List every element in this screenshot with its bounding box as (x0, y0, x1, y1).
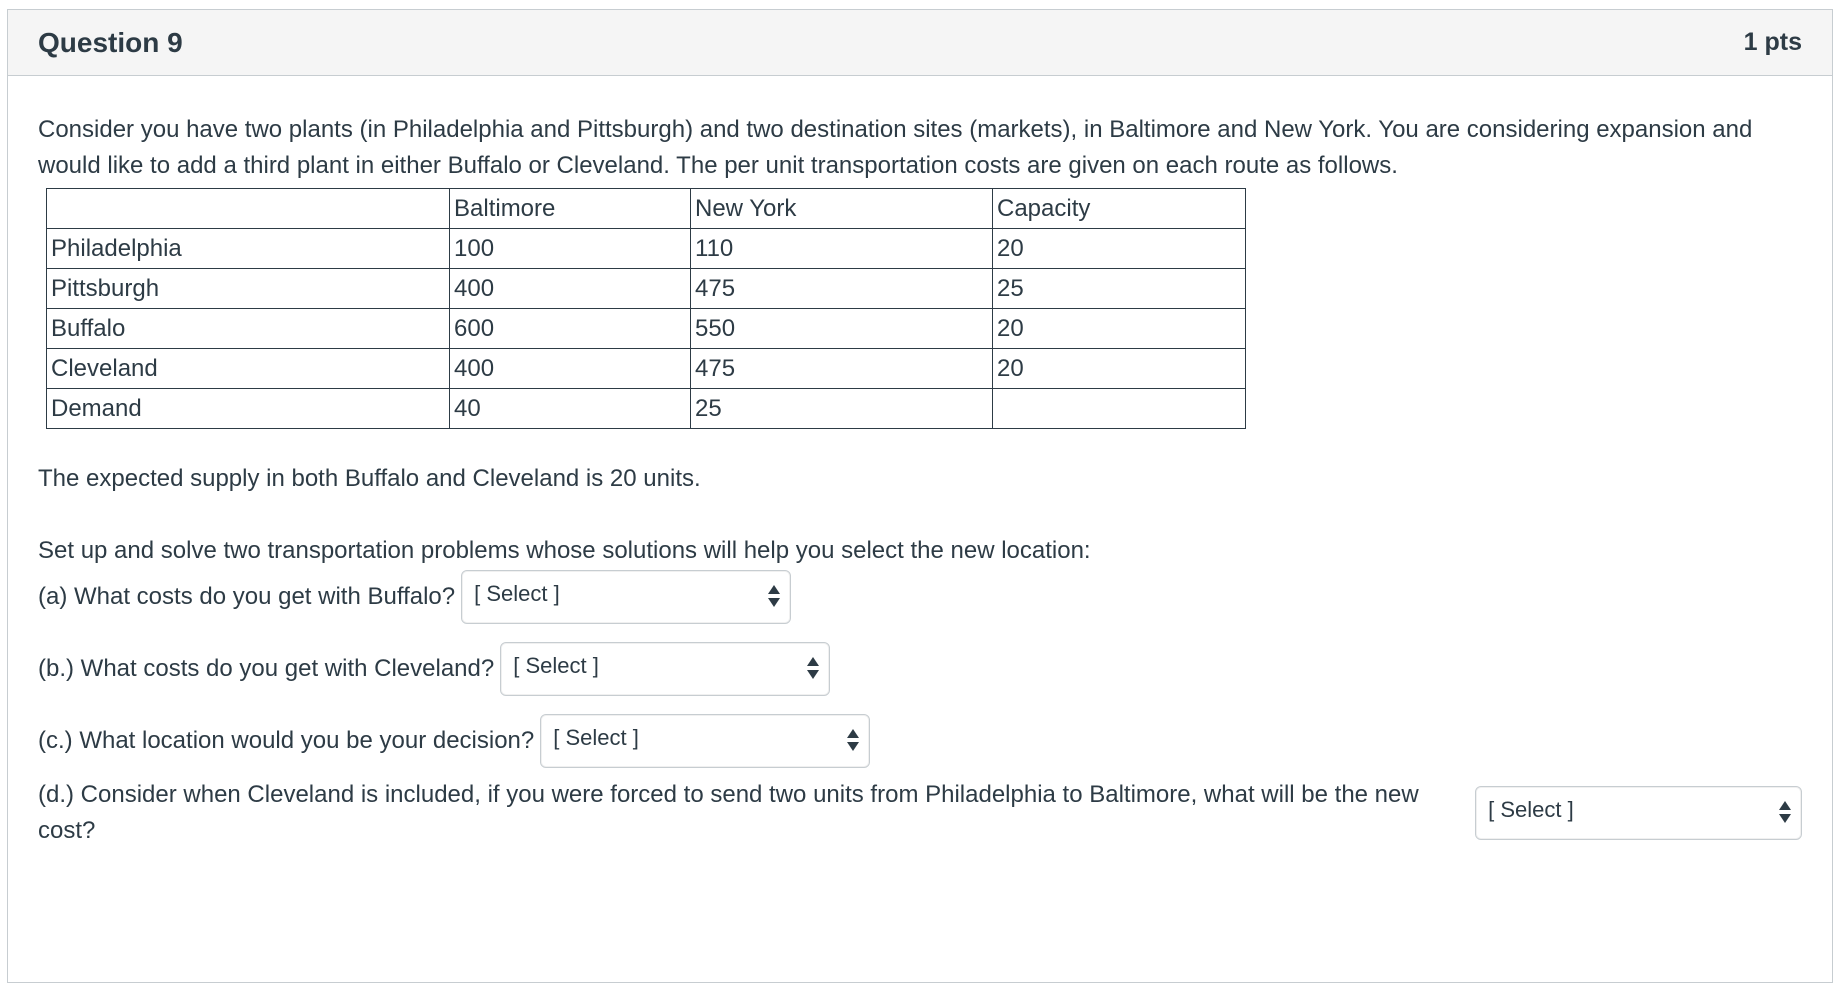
table-cell: 25 (691, 389, 993, 429)
setup-text: Set up and solve two transportation problems whose solutions will help you select the new location: (38, 537, 1091, 564)
table-cell: Pittsburgh (47, 269, 450, 309)
table-cell: Philadelphia (47, 229, 450, 269)
table-cell: 400 (450, 349, 691, 389)
table-cell: 475 (691, 349, 993, 389)
question-label-a: (a) What costs do you get with Buffalo? (38, 583, 456, 610)
question-intro: Consider you have two plants (in Philadelphia and Pittsburgh) and two destination sites (markets), in Baltimore and New York. You are considering expansion and would like to add a third plant in either Buffalo or Cleveland. The per unit transportation costs are given on each route as follows. (38, 116, 1753, 179)
table-cell: Buffalo (47, 309, 450, 349)
table-cell (993, 389, 1246, 429)
question-label-c: (c.) What location would you be your decision? (38, 727, 535, 754)
question-label-d: (d.) Consider when Cleveland is included, if you were forced to send two units from Philadelphia to Baltimore, what will be the new cost? (38, 781, 1419, 844)
table-row (47, 229, 1246, 269)
question-row-b (38, 641, 1802, 697)
table-header-row (47, 189, 1246, 229)
table-row (47, 389, 1246, 429)
table-cell: 475 (691, 269, 993, 309)
table-cell: 20 (993, 309, 1246, 349)
select-value: [ Select ] (553, 725, 639, 750)
question-card (7, 9, 1833, 983)
select-arrows-icon (847, 726, 859, 756)
table-cell (47, 189, 450, 229)
select-value: [ Select ] (474, 581, 560, 606)
table-cell: 550 (691, 309, 993, 349)
table-cell: 400 (450, 269, 691, 309)
table-cell: Cleveland (47, 349, 450, 389)
supply-text: The expected supply in both Buffalo and Cleveland is 20 units. (38, 465, 701, 492)
question-label-b: (b.) What costs do you get with Cleveland? (38, 655, 495, 682)
question-points: 1 pts (1743, 28, 1802, 56)
table-cell: Capacity (993, 189, 1246, 229)
table-cell: 100 (450, 229, 691, 269)
table-cell: 20 (993, 229, 1246, 269)
select-arrows-icon (807, 654, 819, 684)
question-title: Question 9 (38, 26, 183, 58)
select-value: [ Select ] (1488, 797, 1574, 822)
table-cell: 110 (691, 229, 993, 269)
select-value: [ Select ] (513, 653, 599, 678)
table-cell: Baltimore (450, 189, 691, 229)
select-arrows-icon (768, 582, 780, 612)
table-cell: 40 (450, 389, 691, 429)
cost-table (46, 188, 1246, 429)
answer-select-b[interactable] (500, 642, 830, 696)
answer-select-d[interactable] (1475, 786, 1802, 840)
table-cell: 20 (993, 349, 1246, 389)
table-row (47, 269, 1246, 309)
question-header (8, 10, 1832, 76)
question-row-a (38, 569, 1802, 625)
question-row-c (38, 713, 1802, 769)
question-body (8, 76, 1832, 844)
table-cell: 600 (450, 309, 691, 349)
select-arrows-icon (1779, 798, 1791, 828)
table-row (47, 349, 1246, 389)
table-cell: 25 (993, 269, 1246, 309)
table-cell: New York (691, 189, 993, 229)
table-row (47, 309, 1246, 349)
question-row-d (38, 781, 1802, 844)
answer-select-a[interactable] (461, 570, 791, 624)
answer-select-c[interactable] (540, 714, 870, 768)
table-cell: Demand (47, 389, 450, 429)
